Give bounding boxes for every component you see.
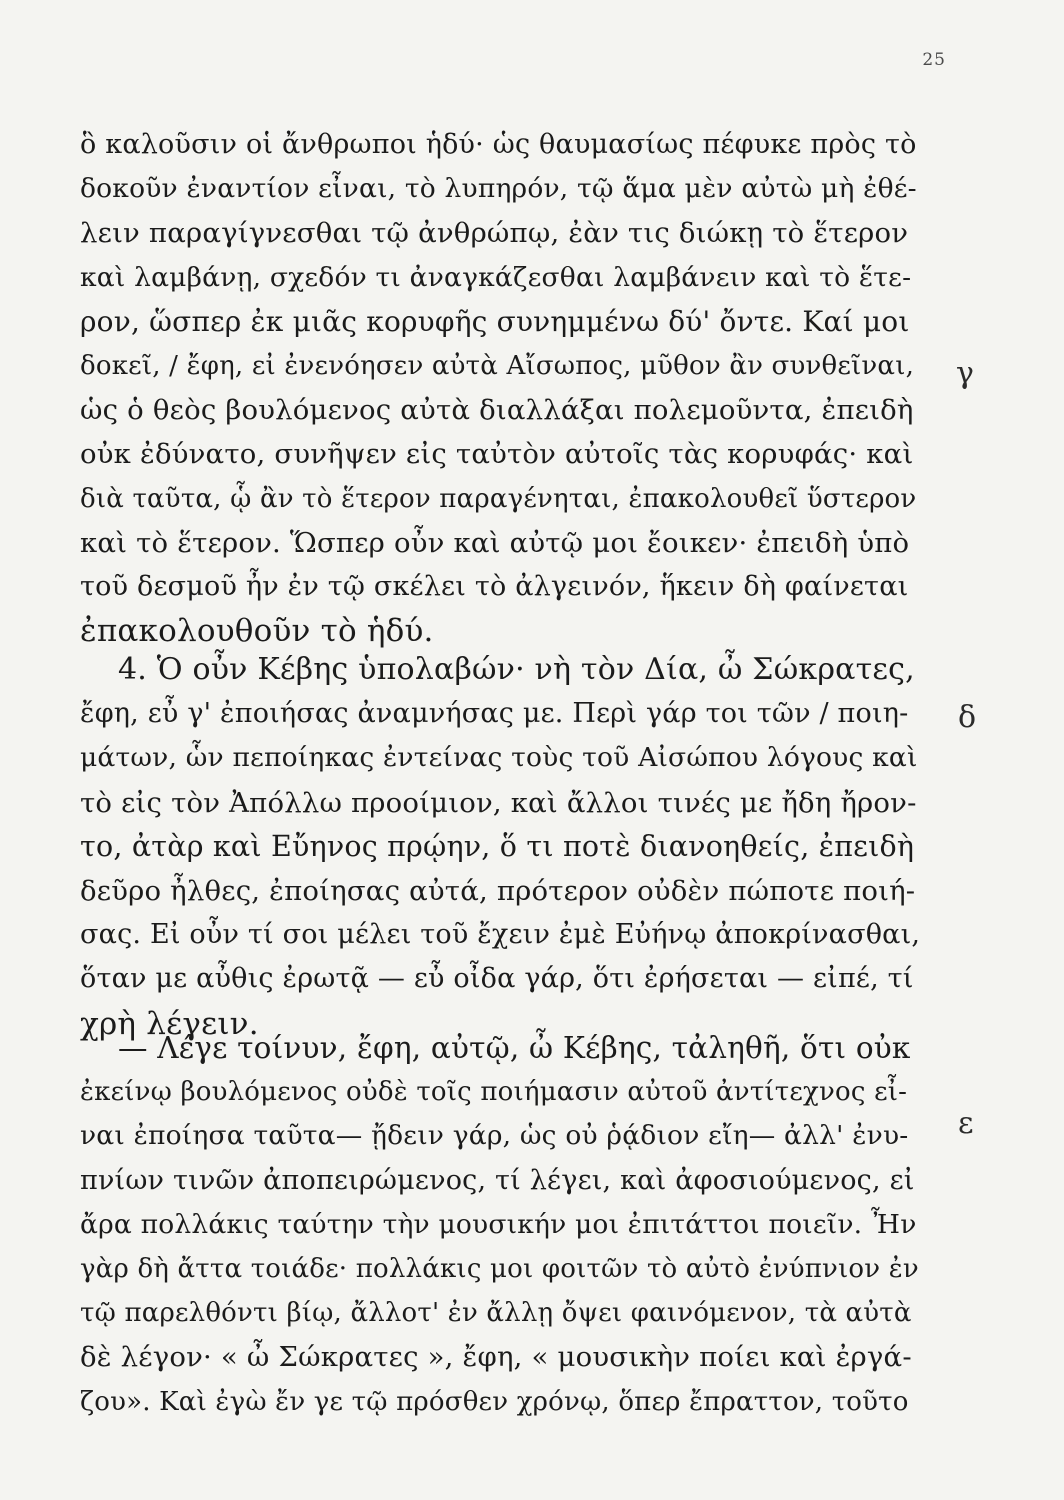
text-line: τῷ παρελθόντι βίῳ, ἄλλοτ' ἐν ἄλλῃ ὄψει φαινόμενον, τὰ αὐτὰ <box>80 1298 912 1329</box>
text-line: μάτων, ὧν πεποίηκας ἐντείνας τοὺς τοῦ Αἰσώπου λόγους καὶ <box>80 742 918 774</box>
text-line: σας. Εἰ οὖν τί σοι μέλει τοῦ ἔχειν ἐμὲ Εὐήνῳ ἀποκρίνασθαι, <box>80 919 921 951</box>
text-line: λειν παραγίγνεσθαι τῷ ἀνθρώπῳ, ἐὰν τις διώκῃ τὸ ἕτερον <box>80 217 909 250</box>
text-line: ναι ἐποίησα ταῦτα— ᾔδειν γάρ, ὡς οὐ ῥᾴδιον εἴη— ἀλλ' ἐνυ- <box>80 1120 909 1152</box>
text-line: ἄρα πολλάκις ταύτην τὴν μουσικήν μοι ἐπιτάττοι ποιεῖν. Ἦν <box>80 1208 917 1240</box>
text-line: διὰ ταῦτα, ᾧ ἂν τὸ ἕτερον παραγένηται, ἐπακολουθεῖ ὕστερον <box>80 483 917 514</box>
text-line: ζου». Καὶ ἐγὼ ἔν γε τῷ πρόσθεν χρόνῳ, ὅπερ ἔπραττον, τοῦτο <box>80 1386 909 1417</box>
paragraph-1 <box>80 123 920 653</box>
text-line: οὐκ ἐδύνατο, συνῆψεν εἰς ταὐτὸν αὐτοῖς τὰς κορυφάς· καὶ <box>80 438 914 471</box>
paragraph-2 <box>80 648 920 1046</box>
text-line: ὡς ὁ θεὸς βουλόμενος αὐτὰ διαλλάξαι πολεμοῦντα, ἐπειδὴ <box>80 394 914 427</box>
text-line: γὰρ δὴ ἄττα τοιάδε· πολλάκις μοι φοιτῶν τὸ αὐτὸ ἐνύπνιον ἐν <box>80 1253 919 1284</box>
text-line: χρὴ λέγειν. <box>80 1005 259 1042</box>
text-line: τὸ εἰς τὸν Ἀπόλλω προοίμιον, καὶ ἄλλοι τινές με ἤδη ἤρον- <box>80 786 917 819</box>
text-line: πνίων τινῶν ἀποπειρώμενος, τί λέγει, καὶ ἀφοσιούμενος, εἰ <box>80 1164 915 1196</box>
text-line: δεῦρο ἦλθες, ἐποίησας αὐτά, πρότερον οὐδὲν πώποτε ποιή- <box>80 874 916 907</box>
text-line: καὶ τὸ ἕτερον. Ὥσπερ οὖν καὶ αὐτῷ μοι ἔοικεν· ἐπειδὴ ὑπὸ <box>80 526 910 559</box>
text-line: ἐπακολουθοῦν τὸ ἡδύ. <box>80 613 434 650</box>
text-line: δὲ λέγον· « ὦ Σώκρατες », ἔφη, « μουσικὴν ποίει καὶ ἐργά- <box>80 1341 912 1374</box>
text-line: ἐκείνῳ βουλόμενος οὐδὲ τοῖς ποιήμασιν αὐτοῦ ἀντίτεχνος εἶ- <box>80 1077 908 1108</box>
margin-marker-epsilon: ε <box>958 1106 974 1141</box>
text-line: καὶ λαμβάνῃ, σχεδόν τι ἀναγκάζεσθαι λαμβάνειν καὶ τὸ ἕτε- <box>80 261 912 293</box>
text-line: δοκοῦν ἐναντίον εἶναι, τὸ λυπηρόν, τῷ ἅμα μὲν αὐτὼ μὴ ἐθέ- <box>80 173 917 205</box>
text-line: ρον, ὥσπερ ἐκ μιᾶς κορυφῆς συνημμένω δύ' ὄντε. Καί μοι <box>80 304 910 338</box>
text-line: ἔφη, εὖ γ' ἐποιήσας ἀναμνήσας με. Περὶ γάρ τοι τῶν / ποιη- <box>80 698 909 730</box>
text-line: ὅταν με αὖθις ἐρωτᾷ — εὖ οἶδα γάρ, ὅτι ἐρήσεται — εἰπέ, τί <box>80 963 914 995</box>
page-number: 25 <box>922 50 946 70</box>
text-line: το, ἀτὰρ καὶ Εὔηνος πρῴην, ὅ τι ποτὲ διανοηθείς, ἐπειδὴ <box>80 829 915 863</box>
text-line: — Λέγε τοίνυν, ἔφη, αὐτῷ, ὦ Κέβης, τἀληθῆ, ὅτι οὐκ <box>118 1031 911 1065</box>
margin-marker-gamma: γ <box>956 356 974 391</box>
text-line: δοκεῖ, / ἔφη, εἰ ἐνενόησεν αὐτὰ Αἴσωπος, μῦθον ἂν συνθεῖναι, <box>80 350 915 381</box>
text-line: τοῦ δεσμοῦ ἦν ἐν τῷ σκέλει τὸ ἀλγεινόν, ἥκειν δὴ φαίνεται <box>80 570 909 602</box>
text-line: ὃ καλοῦσιν οἱ ἄνθρωποι ἡδύ· ὡς θαυμασίως πέφυκε πρὸς τὸ <box>80 129 917 160</box>
text-line: 4. Ὁ οὖν Κέβης ὑπολαβών· νὴ τὸν Δία, ὦ Σώκρατες, <box>118 652 915 687</box>
margin-marker-delta: δ <box>958 700 977 735</box>
paragraph-3 <box>80 1026 920 1424</box>
